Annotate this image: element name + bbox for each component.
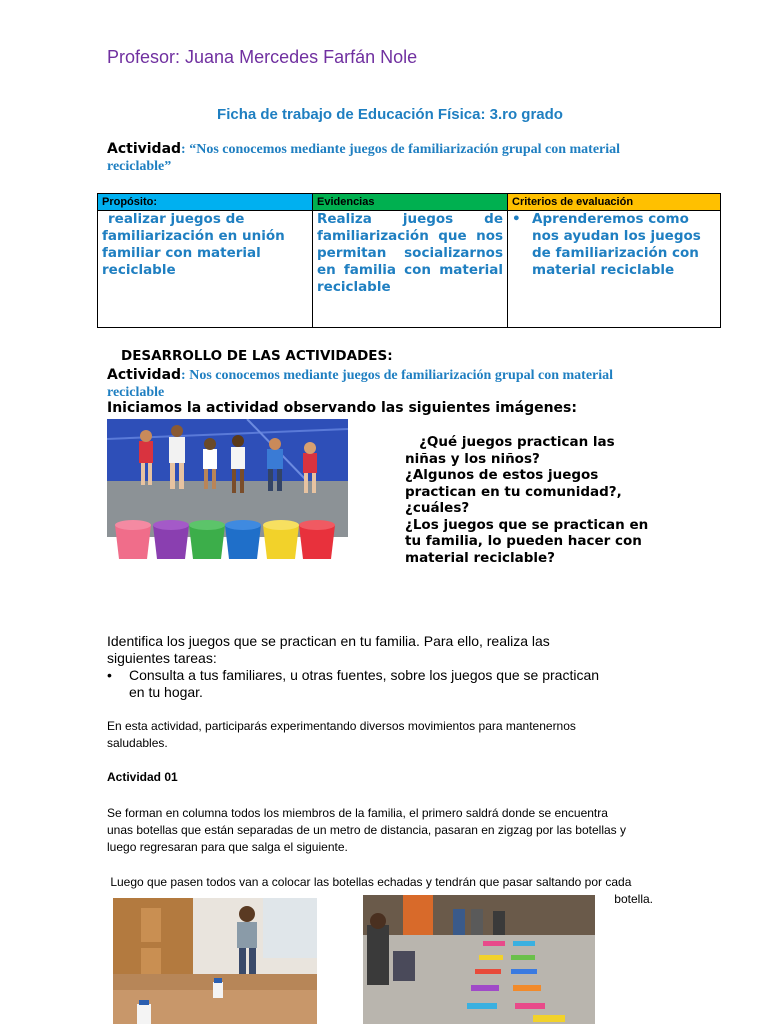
cell-criterios: • Aprenderemos como nos ayudan los juegos de familiarización con material reciclable [508, 211, 721, 328]
intro-instruction: Iniciamos la actividad observando las siguientes imágenes: [107, 400, 577, 416]
activity-01-paragraph: Se forman en columna todos los miembros de la familia, el primero saldrá donde se encuentra unas botellas que están separadas de un metro de distancia, pasaran en zigzag por las botellas y luego regresaran para que salga el siguiente. [107, 806, 626, 854]
header-criterios: Criterios de evaluación [508, 194, 721, 211]
cell-proposito: realizar juegos de familiarización en unión familiar con material reciclable [98, 211, 313, 328]
activity-01-title: Actividad 01 [107, 770, 178, 784]
worksheet-title: Ficha de trabajo de Educación Física: 3.ro grado [217, 106, 563, 123]
identifica-paragraph: Identifica los juegos que se practican en tu familia. Para ello, realiza las siguientes tareas: • Consulta a tus familiares, u otras fuentes, sobre los juegos que se practican en tu hogar. [107, 633, 600, 700]
reflection-questions: ¿Qué juegos practican las niñas y los niños? ¿Algunos de estos juegos practican en tu comunidad?, ¿cuáles? ¿Los juegos que se practican en tu familia, lo pueden hacer con material reciclable? [405, 434, 649, 566]
bullet-icon: • [107, 667, 112, 683]
bottles-jump-photo [363, 895, 595, 1024]
activity-description: En esta actividad, participarás experimentando diversos movimientos para mantenernos saludables. [107, 719, 576, 750]
activity-title: “Nos conocemos mediante juegos de familiarización grupal con material [189, 142, 621, 157]
activity-title-block-2: Actividad: Nos conocemos mediante juegos de familiarización grupal con material reciclable [107, 367, 614, 400]
teacher-name: Profesor: Juana Mercedes Farfán Nole [107, 47, 418, 67]
activity-label: Actividad [107, 141, 182, 157]
activity-title-block: Actividad: “Nos conocemos mediante juegos de familiarización grupal con material reciclable” [107, 141, 621, 174]
header-evidencias: Evidencias [313, 194, 508, 211]
header-proposito: Propósito: [98, 194, 313, 211]
children-games-photo [107, 419, 348, 566]
objectives-table [97, 193, 721, 328]
activity-01-paragraph-2: Luego que pasen todos van a colocar las botellas echadas y tendrán que pasar saltando por cada botella. [107, 875, 653, 906]
section-title: DESARROLLO DE LAS ACTIVIDADES: [121, 348, 393, 364]
bottles-zigzag-photo [113, 898, 317, 1024]
bullet-icon: • [512, 211, 521, 227]
cell-evidencias: Realiza juegos de familiarización que nos permitan socializarnos en familia con material reciclable [313, 211, 508, 328]
